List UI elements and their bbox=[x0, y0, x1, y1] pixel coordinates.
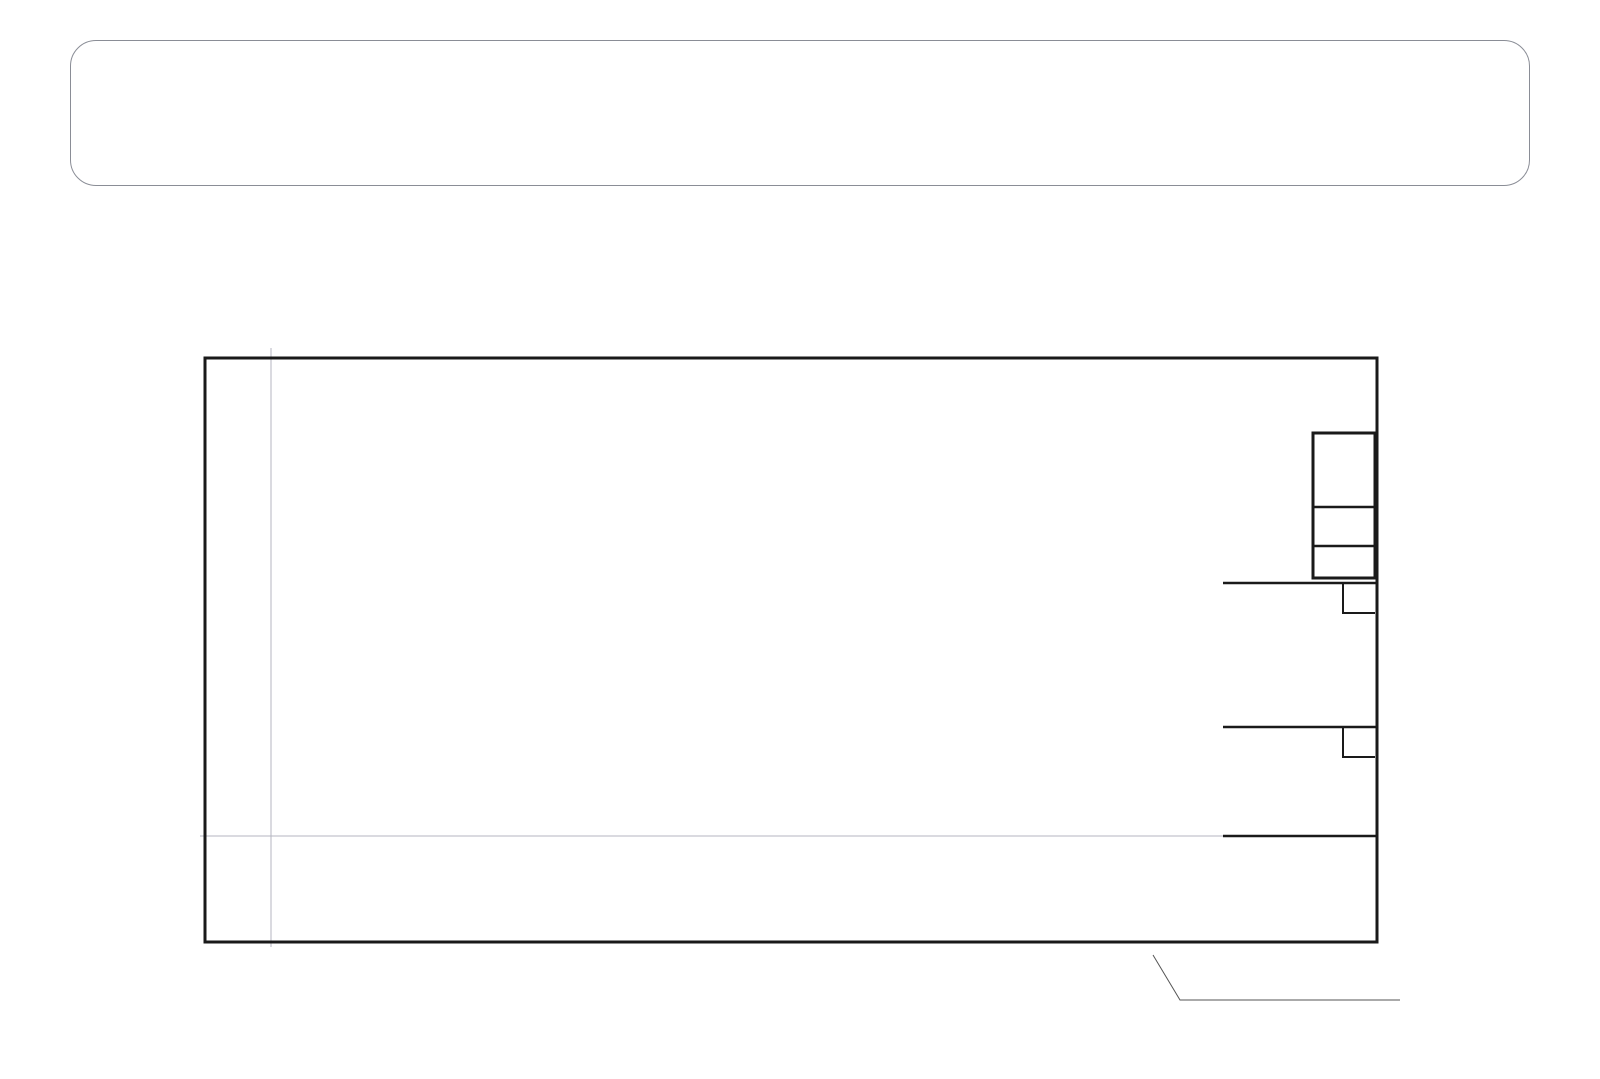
axis-lines bbox=[200, 348, 1375, 947]
outer-walls bbox=[205, 358, 1377, 942]
service-block-partitions bbox=[1223, 433, 1377, 836]
gate-note-leader bbox=[1153, 955, 1400, 1000]
